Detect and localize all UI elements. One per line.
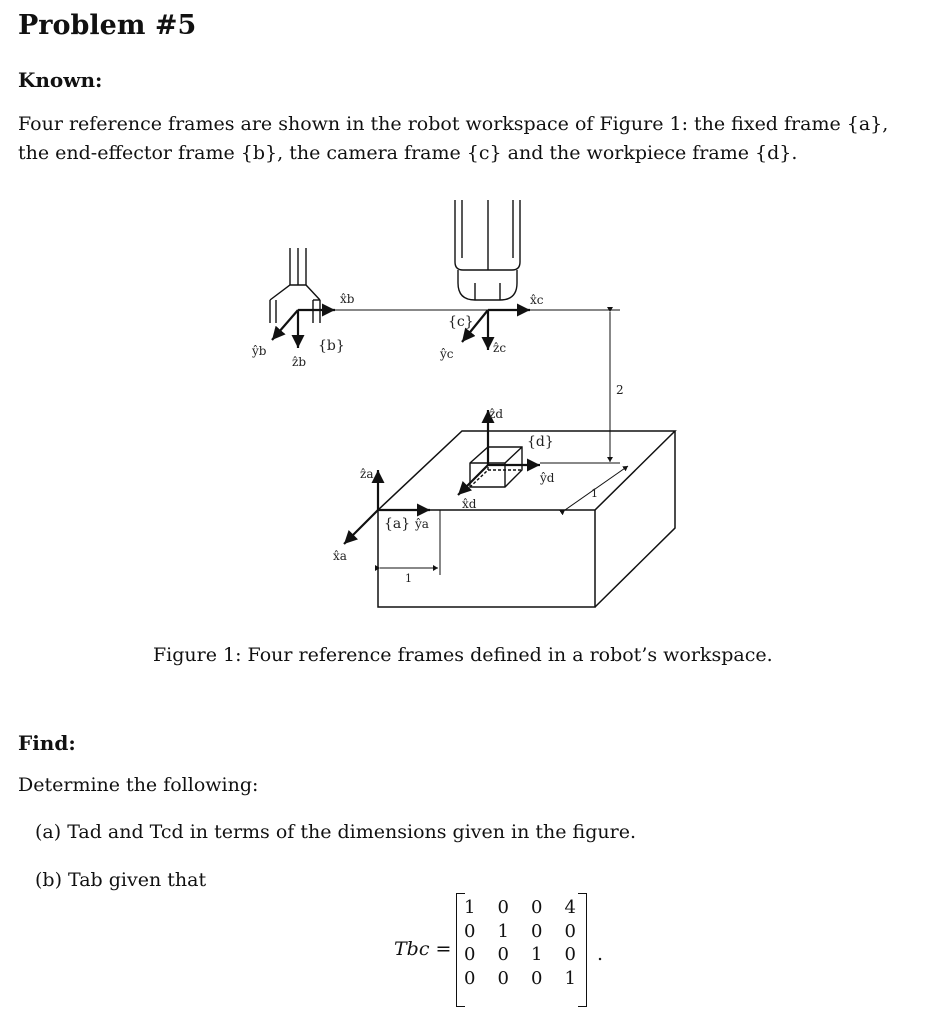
equation-end: . [597, 943, 604, 965]
gripper [270, 248, 320, 323]
label-yd: ŷd [540, 471, 555, 485]
matrix-cell: 0 [497, 944, 509, 965]
matrix-row [464, 943, 576, 967]
robot-workspace-figure [0, 190, 930, 620]
part-a: (a) Tad and Tcd in terms of the dimensions given in the figure. [35, 821, 636, 843]
frame-a-axes [344, 470, 430, 544]
label-zd: ẑd [489, 407, 504, 421]
matrix-row [464, 896, 576, 920]
matrix-cell: 4 [564, 897, 576, 918]
label-za: ẑa [360, 467, 374, 481]
matrix-row [464, 920, 576, 944]
label-frame-a: {a} [384, 516, 411, 532]
workpiece [470, 447, 522, 487]
problem-title: Problem #5 [18, 10, 197, 41]
label-frame-b: {b} [318, 338, 345, 354]
label-dim-1-right: 1 [591, 487, 598, 500]
matrix-cell: 0 [531, 920, 543, 942]
label-xd: x̂d [462, 497, 477, 511]
matrix-cell: 0 [464, 920, 476, 942]
matrix-right-bracket [578, 893, 587, 1007]
matrix-cell: 0 [531, 897, 543, 918]
label-yc: ŷc [440, 347, 454, 361]
known-line-2: the end-effector frame {b}, the camera frame {c} and the workpiece frame {d}. [18, 142, 798, 164]
matrix-cell: 0 [564, 920, 576, 942]
matrix-row [464, 967, 576, 991]
matrix-cell: 0 [464, 944, 476, 965]
figure-caption: Figure 1: Four reference frames defined in a robot’s workspace. [153, 644, 773, 666]
known-line-1: Four reference frames are shown in the robot workspace of Figure 1: the fixed frame {a}, [18, 113, 889, 135]
transform-matrix [464, 896, 576, 990]
matrix-cell: 0 [531, 967, 543, 989]
matrix-cell: 0 [497, 897, 509, 918]
label-dim-2: 2 [616, 383, 624, 397]
matrix-cell: 1 [531, 944, 543, 965]
matrix-cell: 1 [564, 967, 576, 989]
known-heading: Known: [18, 68, 103, 92]
label-frame-c: {c} [448, 314, 474, 330]
camera [455, 200, 520, 300]
label-xc: x̂c [530, 293, 544, 307]
matrix-cell: 1 [464, 897, 476, 918]
equation-lhs: Tbc = [394, 938, 452, 960]
label-zc: ẑc [493, 341, 507, 355]
frame-d-axes [458, 410, 540, 495]
label-ya: ŷa [415, 517, 429, 531]
label-zb: ẑb [292, 355, 307, 369]
matrix-cell: 1 [497, 920, 509, 942]
find-intro: Determine the following: [18, 774, 259, 796]
matrix-cell: 0 [497, 967, 509, 989]
matrix-cell: 0 [564, 944, 576, 965]
label-xa: x̂a [333, 549, 347, 563]
part-b: (b) Tab given that [35, 869, 207, 891]
label-xb: x̂b [340, 292, 355, 306]
find-heading: Find: [18, 731, 76, 755]
label-dim-1-bottom: 1 [405, 572, 412, 585]
matrix-cell: 0 [464, 967, 476, 989]
label-frame-d: {d} [527, 434, 554, 450]
label-yb: ŷb [252, 344, 267, 358]
